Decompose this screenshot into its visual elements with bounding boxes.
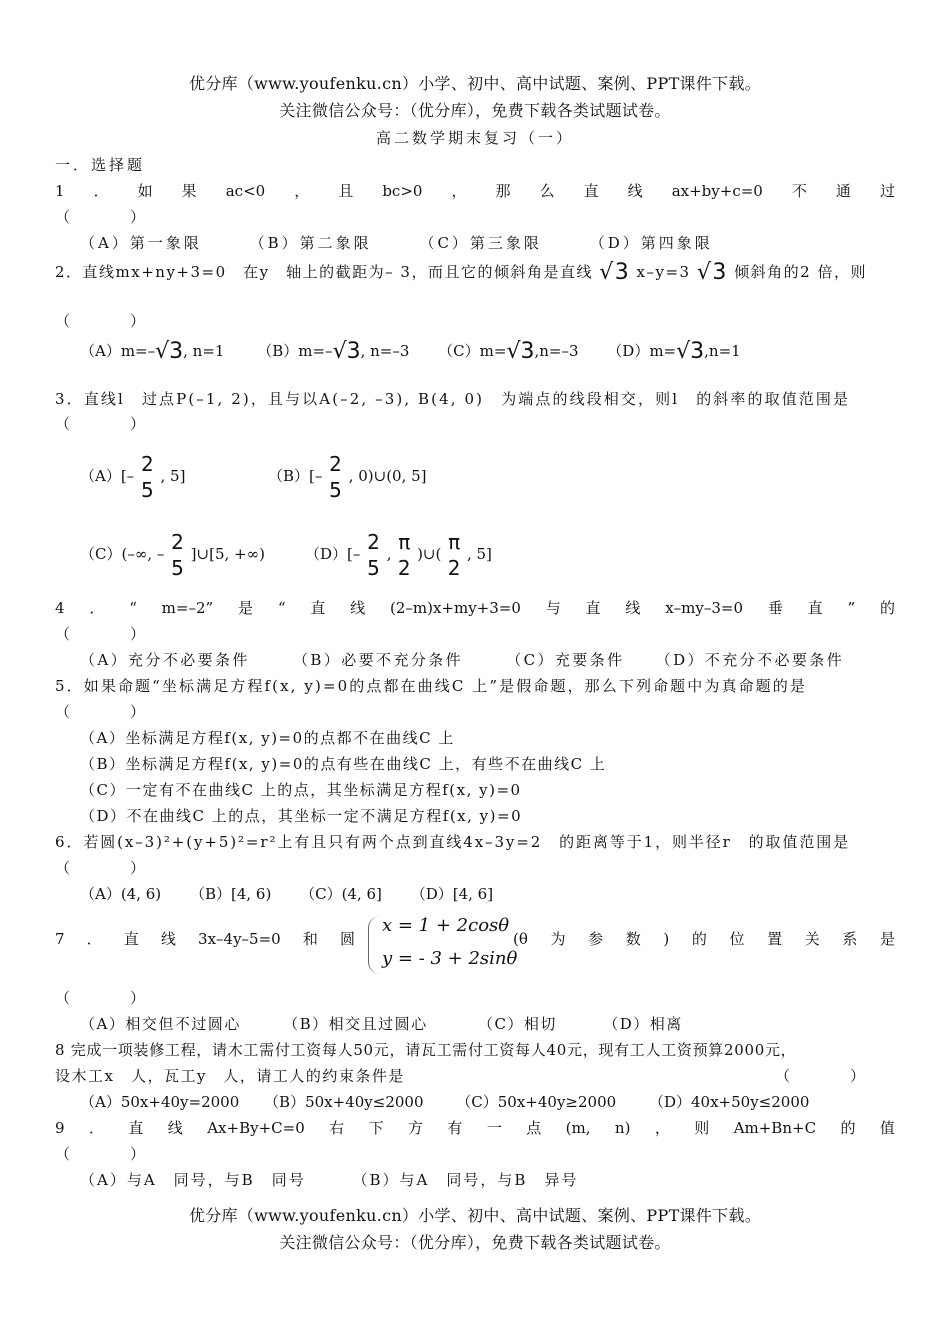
q3-option-b: （B）[– 2 5 , 0)∪(0, 5] (268, 452, 427, 502)
q6-option-b: （B）[4, 6) (189, 885, 272, 903)
q9-answer-paren: （ ） (55, 1145, 146, 1163)
q7-option-a: （A）相交但不过圆心 (80, 1015, 241, 1033)
q6-option-c: （C）(4, 6] (300, 885, 382, 903)
q4-option-b: （B）必要不充分条件 (293, 651, 464, 669)
q8-stem-line1: 8 完成一项装修工程，请木工需付工资每人50元，请瓦工需付工资每人40元，现有工人工资预算2000元， (55, 1041, 797, 1059)
q3-option-a: （A）[– 2 5 , 5] (80, 452, 186, 502)
q6-options (80, 884, 493, 904)
q2-answer-paren: （ ） (55, 312, 146, 330)
q4-options (80, 650, 844, 670)
q8-option-d: （D）40x+50y≤2000 (648, 1093, 810, 1111)
q7-option-b: （B）相交且过圆心 (283, 1015, 428, 1033)
q5-answer-paren: （ ） (55, 703, 146, 721)
q8-option-b: （B）50x+40y≤2000 (264, 1093, 424, 1111)
section-heading: 一．选择题 (55, 156, 146, 174)
q1-answer-paren: （ ） (55, 208, 146, 226)
q4-option-d: （D）不充分不必要条件 (655, 651, 845, 669)
q7-stem-right: (θ 为 参 数 ) 的 位 置 关 系 是 (513, 930, 895, 948)
q2-option-d: （D）m=√3,n=1 (607, 339, 741, 364)
q6-option-d: （D）[4, 6] (410, 885, 494, 903)
q1-option-a: （A）第一象限 (80, 234, 202, 252)
q2-stem: 2．直线mx+ny+3=0 在y 轴上的截距为– 3，而且它的倾斜角是直线 √3 x–y=3 √3 倾斜角的2 倍，则 (55, 260, 867, 285)
q5-option-b: （B）坐标满足方程f(x, y)=0的点有些在曲线C 上，有些不在曲线C 上 (80, 755, 607, 773)
q2-option-c: （C）m=√3,n=–3 (438, 339, 579, 364)
param-eq-y: y = - 3 + 2sinθ (382, 948, 518, 969)
q1-stem: 1 ． 如 果 ac<0 ， 且 bc>0 ， 那 么 直 线 ax+by+c=0 不 通 过 (55, 182, 895, 200)
q5-option-c: （C）一定有不在曲线C 上的点，其坐标满足方程f(x, y)=0 (80, 781, 522, 799)
q1-option-d: （D）第四象限 (589, 234, 713, 252)
footer-line-1: 优分库（www.youfenku.cn）小学、初中、高中试题、案例、PPT课件下载。 (188, 1206, 762, 1225)
q2-options (80, 341, 741, 362)
q9-stem: 9 ． 直 线 Ax+By+C=0 右 下 方 有 一 点 (m, n) ， 则 Am+Bn+C 的 值 (55, 1119, 895, 1137)
q3-option-d: （D）[– 2 5 , π 2 )∪( π 2 , 5] (305, 530, 492, 580)
q3-answer-paren: （ ） (55, 415, 146, 433)
footer-line-2: 关注微信公众号：（优分库），免费下载各类试题试卷。 (279, 1233, 671, 1252)
q7-option-c: （C）相切 (477, 1015, 557, 1033)
header-line-2: 关注微信公众号：（优分库），免费下载各类试题试卷。 (279, 101, 671, 120)
q9-option-b: （B）与A 同号，与B 异号 (352, 1171, 579, 1189)
q8-options (80, 1092, 809, 1112)
q7-stem-left: 7 ． 直 线 3x–4y–5=0 和 圆 (55, 930, 355, 948)
q6-answer-paren: （ ） (55, 859, 146, 877)
q4-answer-paren: （ ） (55, 625, 146, 643)
q9-options (80, 1170, 578, 1190)
equation-brace (368, 916, 383, 974)
q3-stem: 3．直线l 过点P(–1, 2)，且与以A(–2, –3), B(4, 0) 为端点的线段相交，则l 的斜率的取值范围是 (55, 390, 851, 408)
sqrt-3-symbol: √3 (599, 260, 631, 285)
q5-stem: 5．如果命题“坐标满足方程f(x, y)=0的点都在曲线C 上”是假命题，那么下列命题中为真命题的是 (55, 677, 807, 695)
q8-option-c: （C）50x+40y≥2000 (456, 1093, 617, 1111)
q8-option-a: （A）50x+40y=2000 (80, 1093, 240, 1111)
q8-answer-paren: （ ） (775, 1067, 866, 1085)
q4-stem: 4 ． “ m=–2” 是 “ 直 线 (2–m)x+my+3=0 与 直 线 x–my–3=0 垂 直 ” 的 (55, 599, 895, 617)
q2-option-b: （B）m=–√3, n=–3 (257, 339, 410, 364)
q1-option-b: （B）第二象限 (249, 234, 372, 252)
q1-option-c: （C）第三象限 (419, 234, 542, 252)
page-title: 高二数学期末复习（一） (375, 129, 574, 147)
q4-option-a: （A）充分不必要条件 (80, 651, 250, 669)
q6-option-a: （A）(4, 6) (80, 885, 162, 903)
sqrt-3-symbol: √3 (696, 260, 728, 285)
q7-options (80, 1014, 683, 1034)
q1-options (80, 233, 713, 253)
header-line-1: 优分库（www.youfenku.cn）小学、初中、高中试题、案例、PPT课件下载。 (188, 74, 762, 93)
q5-option-a: （A）坐标满足方程f(x, y)=0的点都不在曲线C 上 (80, 729, 455, 747)
q3-option-c: （C）(–∞, – 2 5 ]∪[5, +∞) (80, 530, 265, 580)
q4-option-c: （C）充要条件 (506, 651, 625, 669)
q7-answer-paren: （ ） (55, 989, 146, 1007)
q8-stem-line2: 设木工x 人，瓦工y 人，请工人的约束条件是 (55, 1067, 405, 1085)
param-eq-x: x = 1 + 2cosθ (382, 915, 510, 936)
q6-stem: 6．若圆(x–3)²+(y+5)²=r²上有且只有两个点到直线4x–3y=2 的距离等于1，则半径r 的取值范围是 (55, 833, 851, 851)
q5-option-d: （D）不在曲线C 上的点，其坐标一定不满足方程f(x, y)=0 (80, 807, 523, 825)
q9-option-a: （A）与A 同号，与B 同号 (80, 1171, 306, 1189)
q7-option-d: （D）相离 (603, 1015, 683, 1033)
q2-option-a: （A）m=–√3, n=1 (80, 339, 225, 364)
